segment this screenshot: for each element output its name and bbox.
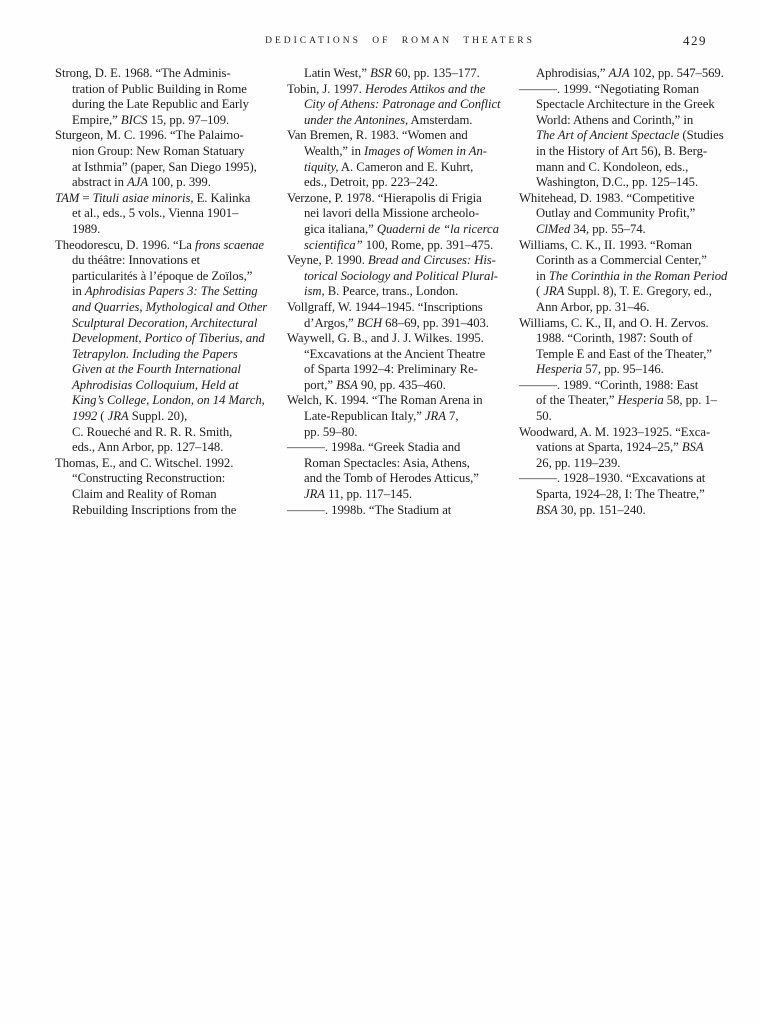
reference-line: Van Bremen, R. 1983. “Women and [287, 128, 468, 143]
page-number: 429 [683, 33, 707, 48]
reference-line: King’s College, London, on 14 March, [72, 393, 265, 408]
reference-line: Aphrodisias,” AJA 102, pp. 547–569. [536, 66, 724, 80]
reference-line: in Aphrodisias Papers 3: The Setting [72, 284, 258, 299]
reference-entry [519, 191, 719, 238]
reference-line: in the History of Art 56), B. Berg- [536, 143, 708, 158]
reference-line: Development, Portico of Tiberius, and [72, 331, 265, 346]
reference-line: Wealth,” in Images of Women in An- [304, 143, 487, 158]
reference-line: tiquity, A. Cameron and E. Kuhrt, [304, 159, 474, 174]
reference-entry [287, 331, 487, 393]
reference-line: port,” BSA 90, pp. 435–460. [304, 377, 446, 392]
reference-line: Hesperia 57, pp. 95–146. [536, 362, 664, 377]
reference-line: mann and C. Kondoleon, eds., [536, 159, 689, 174]
reference-line: eds., Detroit, pp. 223–242. [304, 175, 438, 190]
reference-line: in The Corinthia in the Roman Period [536, 268, 728, 283]
reference-line: eds., Ann Arbor, pp. 127–148. [72, 440, 224, 455]
reference-line: ism, B. Pearce, trans., London. [304, 284, 459, 299]
reference-line: Williams, C. K., II. 1993. “Roman [519, 237, 692, 252]
bibliography-column-3 [519, 66, 728, 518]
reference-entry [287, 440, 487, 502]
reference-line: ClMed 34, pp. 55–74. [536, 221, 646, 236]
reference-line: gica italiana,” Quaderni de “la ricerca [304, 221, 499, 236]
reference-entry [55, 456, 255, 518]
reference-line: Verzone, P. 1978. “Hierapolis di Frigia [287, 190, 482, 205]
reference-line: and Quarries, Mythological and Other [72, 299, 268, 314]
reference-line: “Constructing Reconstruction: [72, 471, 226, 486]
reference-line: Spectacle Architecture in the Greek [536, 97, 715, 112]
reference-line: scientifica” 100, Rome, pp. 391–475. [304, 237, 494, 252]
reference-line: at Isthmia” (paper, San Diego 1995), [72, 159, 257, 174]
reference-line: “Excavations at the Ancient Theatre [304, 346, 486, 361]
page-header [55, 33, 715, 52]
bibliography-column-1 [55, 66, 268, 518]
reference-entry [519, 378, 719, 425]
reference-line: Waywell, G. B., and J. J. Wilkes. 1995. [287, 331, 484, 346]
reference-line: BSA 30, pp. 151–240. [536, 502, 646, 517]
bibliography-column-2 [287, 66, 501, 518]
reference-entry-continuation [287, 66, 487, 82]
reference-line: torical Sociology and Political Plural- [304, 268, 498, 283]
reference-line: Vollgraff, W. 1944–1945. “Inscriptions [287, 299, 483, 314]
reference-line: Claim and Reality of Roman [72, 487, 217, 502]
reference-line: Sculptural Decoration, Architectural [72, 315, 258, 330]
bibliography [55, 66, 728, 518]
reference-line: Tetrapylon. Including the Papers [72, 346, 238, 361]
reference-entry [287, 393, 487, 440]
reference-line: Corinth as a Commercial Center,” [536, 253, 707, 268]
reference-line: Theodorescu, D. 1996. “La frons scaenae [55, 237, 264, 252]
reference-line: The Art of Ancient Spectacle (Studies [536, 128, 724, 143]
reference-line: JRA 11, pp. 117–145. [304, 487, 413, 502]
reference-line: ———. 1989. “Corinth, 1988: East [519, 377, 699, 392]
reference-entry [519, 81, 724, 191]
reference-entry [519, 471, 719, 518]
reference-line: Washington, D.C., pp. 125–145. [536, 175, 699, 190]
reference-line: abstract in AJA 100, p. 399. [72, 175, 211, 190]
reference-line: ———. 1928–1930. “Excavations at [519, 471, 706, 486]
reference-line: Ann Arbor, pp. 31–46. [536, 299, 650, 314]
reference-line: ———. 1998a. “Greek Stadia and [287, 440, 461, 455]
reference-line: Tobin, J. 1997. Herodes Attikos and the [287, 81, 486, 96]
reference-entry [519, 237, 728, 316]
reference-line: 1988. “Corinth, 1987: South of [536, 331, 693, 346]
reference-line: Woodward, A. M. 1923–1925. “Exca- [519, 424, 711, 439]
reference-line: Aphrodisias Colloquium, Held at [72, 377, 239, 392]
reference-line: Outlay and Community Profit,” [536, 206, 696, 221]
reference-line: C. Roueché and R. R. R. Smith, [72, 424, 233, 439]
reference-line: Williams, C. K., II, and O. H. Zervos. [519, 315, 709, 330]
reference-entry [287, 128, 487, 190]
reference-line: Strong, D. E. 1968. “The Adminis- [55, 66, 231, 80]
reference-line: under the Antonines, Amsterdam. [304, 112, 473, 127]
running-head: DEDICATIONS OF ROMAN THEATERS [265, 36, 535, 46]
reference-entry [519, 316, 719, 378]
reference-line: Given at the Fourth International [72, 362, 241, 377]
reference-line: of the Theater,” Hesperia 58, pp. 1– [536, 393, 718, 408]
reference-line: 1992 ( JRA Suppl. 20), [72, 409, 188, 424]
reference-entry [55, 237, 268, 456]
reference-line: Latin West,” BSR 60, pp. 135–177. [304, 66, 480, 80]
reference-line: ( JRA Suppl. 8), T. E. Gregory, ed., [536, 284, 712, 299]
reference-line: ———. 1998b. “The Stadium at [287, 502, 452, 517]
reference-line: nion Group: New Roman Statuary [72, 143, 245, 158]
reference-line: et al., eds., 5 vols., Vienna 1901– [72, 206, 239, 221]
reference-line: Thomas, E., and C. Witschel. 1992. [55, 455, 234, 470]
reference-line: Empire,” BICS 15, pp. 97–109. [72, 112, 230, 127]
reference-entry [55, 128, 255, 190]
reference-line: Sturgeon, M. C. 1996. “The Palaimo- [55, 128, 244, 143]
reference-line: TAM = Tituli asiae minoris, E. Kalinka [55, 190, 251, 205]
reference-entry [55, 191, 255, 238]
reference-line: d’Argos,” BCH 68–69, pp. 391–403. [304, 315, 489, 330]
reference-line: Sparta, 1924–28, I: The Theatre,” [536, 487, 705, 502]
reference-line: of Sparta 1992–4: Preliminary Re- [304, 362, 478, 377]
reference-line: 1989. [72, 221, 101, 236]
reference-entry [287, 190, 499, 253]
reference-line: Roman Spectacles: Asia, Athens, [304, 455, 470, 470]
reference-line: vations at Sparta, 1924–25,” BSA [536, 440, 704, 455]
reference-entry [287, 503, 487, 519]
reference-line: 50. [536, 409, 552, 424]
reference-entry [55, 66, 255, 128]
reference-line: Late-Republican Italy,” JRA 7, [304, 409, 459, 424]
reference-line: ———. 1999. “Negotiating Roman [519, 81, 700, 96]
reference-line: and the Tomb of Herodes Atticus,” [304, 471, 479, 486]
reference-line: tration of Public Building in Rome [72, 81, 247, 96]
reference-line: Veyne, P. 1990. Bread and Circuses: His- [287, 253, 496, 268]
reference-line: pp. 59–80. [304, 424, 358, 439]
reference-entry-continuation [519, 66, 724, 82]
reference-entry [519, 425, 719, 472]
reference-line: Rebuilding Inscriptions from the [72, 502, 237, 517]
reference-entry [287, 300, 487, 331]
reference-line: Temple E and East of the Theater,” [536, 346, 712, 361]
reference-line: du théâtre: Innovations et [72, 253, 201, 268]
reference-line: nei lavori della Missione archeolo- [304, 206, 480, 221]
reference-line: particularités à l’époque de Zoïlos,” [72, 268, 253, 283]
reference-line: World: Athens and Corinth,” in [536, 112, 694, 127]
reference-entry [287, 81, 501, 129]
reference-line: Welch, K. 1994. “The Roman Arena in [287, 393, 483, 408]
reference-line: during the Late Republic and Early [72, 97, 249, 112]
reference-line: City of Athens: Patronage and Conflict [304, 97, 501, 112]
reference-line: Whitehead, D. 1983. “Competitive [519, 190, 695, 205]
reference-line: 26, pp. 119–239. [536, 455, 621, 470]
reference-entry [287, 253, 498, 300]
